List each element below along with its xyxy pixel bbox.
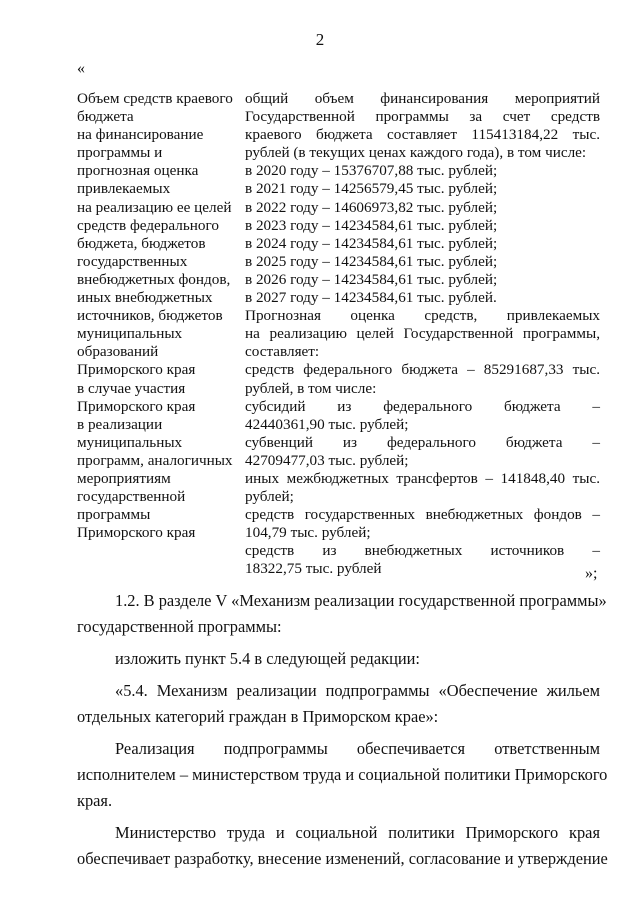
- table-right-line: в 2023 году – 14234584,61 тыс. рублей;: [245, 216, 498, 234]
- table-left-line: средств федерального: [77, 216, 219, 234]
- paragraph-line: края.: [77, 791, 113, 810]
- table-right-line: в 2024 году – 14234584,61 тыс. рублей;: [245, 234, 498, 252]
- table-right-line: в 2021 году – 14256579,45 тыс. рублей;: [245, 180, 498, 198]
- table-right-line: на реализацию целей Государственной программы,: [245, 325, 600, 343]
- table-left-line: на реализацию ее целей: [77, 198, 232, 216]
- table-left-line: Приморского края: [77, 397, 196, 415]
- table-left-line: прогнозная оценка: [77, 162, 199, 180]
- paragraph-line: исполнителем – министерством труда и социальной политики Приморского: [77, 765, 608, 784]
- table-left-column: [77, 90, 245, 579]
- paragraph-line: государственной программы:: [77, 617, 282, 636]
- table-right-line: средств федерального бюджета – 85291687,33 тыс.: [245, 361, 600, 379]
- table-left-line: муниципальных: [77, 433, 183, 451]
- table-left-line: образований: [77, 343, 159, 361]
- paragraph: [77, 820, 608, 872]
- table-left-line: Приморского края: [77, 361, 196, 379]
- table-right-line: субсидий из федерального бюджета –: [245, 397, 600, 415]
- table-left-line: Объем средств краевого: [77, 90, 233, 107]
- table-right-line: 18322,75 тыс. рублей: [245, 560, 382, 578]
- table-right-line: в 2027 году – 14234584,61 тыс. рублей.: [245, 289, 497, 307]
- paragraph-line: изложить пункт 5.4 в следующей редакции:: [115, 649, 420, 668]
- table-left-line: внебюджетных фондов,: [77, 270, 231, 288]
- open-quote: «: [77, 60, 85, 77]
- table-left-line: бюджета: [77, 108, 134, 126]
- body-text: [77, 588, 608, 878]
- table-right-line: рублей, в том числе:: [245, 379, 377, 397]
- passport-table: [77, 90, 600, 579]
- table-right-line: Прогнозная оценка средств, привлекаемых: [245, 307, 600, 325]
- paragraph: [77, 678, 600, 730]
- table-right-line: в 2020 году – 15376707,88 тыс. рублей;: [245, 162, 498, 180]
- table-right-line: 42709477,03 тыс. рублей;: [245, 451, 409, 469]
- table-right-line: рублей (в текущих ценах каждого года), в том числе:: [245, 144, 587, 162]
- paragraph-line: 1.2. В разделе V «Механизм реализации государственной программы»: [115, 591, 607, 610]
- table-left-line: государственных: [77, 252, 188, 270]
- table-left-line: государственной: [77, 488, 186, 506]
- table-right-line: 104,79 тыс. рублей;: [245, 524, 371, 542]
- table-right-line: в 2026 году – 14234584,61 тыс. рублей;: [245, 270, 498, 288]
- table-right-line: в 2022 году – 14606973,82 тыс. рублей;: [245, 198, 498, 216]
- table-left-line: программы: [77, 506, 151, 524]
- table-right-line: субвенций из федерального бюджета –: [245, 433, 600, 451]
- table-right-line: средств из внебюджетных источников –: [245, 542, 600, 560]
- paragraph: [77, 646, 600, 672]
- table-left-line: мероприятиям: [77, 469, 171, 487]
- table-left-line: источников, бюджетов: [77, 307, 223, 325]
- paragraph-line: обеспечивает разработку, внесение изменений, согласование и утверждение: [77, 849, 608, 868]
- table-left-line: программы и: [77, 144, 163, 162]
- table-left-line: Приморского края: [77, 524, 196, 542]
- table-right-line: 42440361,90 тыс. рублей;: [245, 415, 409, 433]
- table-right-column: [245, 90, 600, 579]
- paragraph: [77, 736, 608, 814]
- table-left-line: муниципальных: [77, 325, 183, 343]
- paragraph-line: Министерство труда и социальной политики Приморского края: [115, 823, 600, 842]
- table-right-line: Государственной программы за счет средств: [245, 108, 600, 126]
- paragraph: [77, 588, 607, 640]
- table-left-line: бюджета, бюджетов: [77, 234, 206, 252]
- paragraph-line: Реализация подпрограммы обеспечивается ответственным: [115, 739, 600, 758]
- table-right-line: общий объем финансирования мероприятий: [245, 90, 600, 107]
- table-left-line: программ, аналогичных: [77, 451, 233, 469]
- table-right-line: рублей;: [245, 488, 294, 506]
- table-left-line: иных внебюджетных: [77, 289, 213, 307]
- paragraph-line: «5.4. Механизм реализации подпрограммы «Обеспечение жильем: [115, 681, 600, 700]
- table-right-line: в 2025 году – 14234584,61 тыс. рублей;: [245, 252, 498, 270]
- table-right-line: иных межбюджетных трансфертов – 141848,40 тыс.: [245, 469, 600, 487]
- table-left-line: на финансирование: [77, 126, 204, 144]
- table-left-line: в реализации: [77, 415, 163, 433]
- table-right-line: краевого бюджета составляет 115413184,22 тыс.: [245, 126, 600, 144]
- paragraph-line: отдельных категорий граждан в Приморском крае»:: [77, 707, 439, 726]
- table-left-line: привлекаемых: [77, 180, 171, 198]
- table-left-line: в случае участия: [77, 379, 186, 397]
- table-right-line: составляет:: [245, 343, 320, 361]
- table-right-line: средств государственных внебюджетных фондов –: [245, 506, 600, 524]
- close-quote: »;: [585, 565, 598, 582]
- page-number: 2: [315, 30, 325, 49]
